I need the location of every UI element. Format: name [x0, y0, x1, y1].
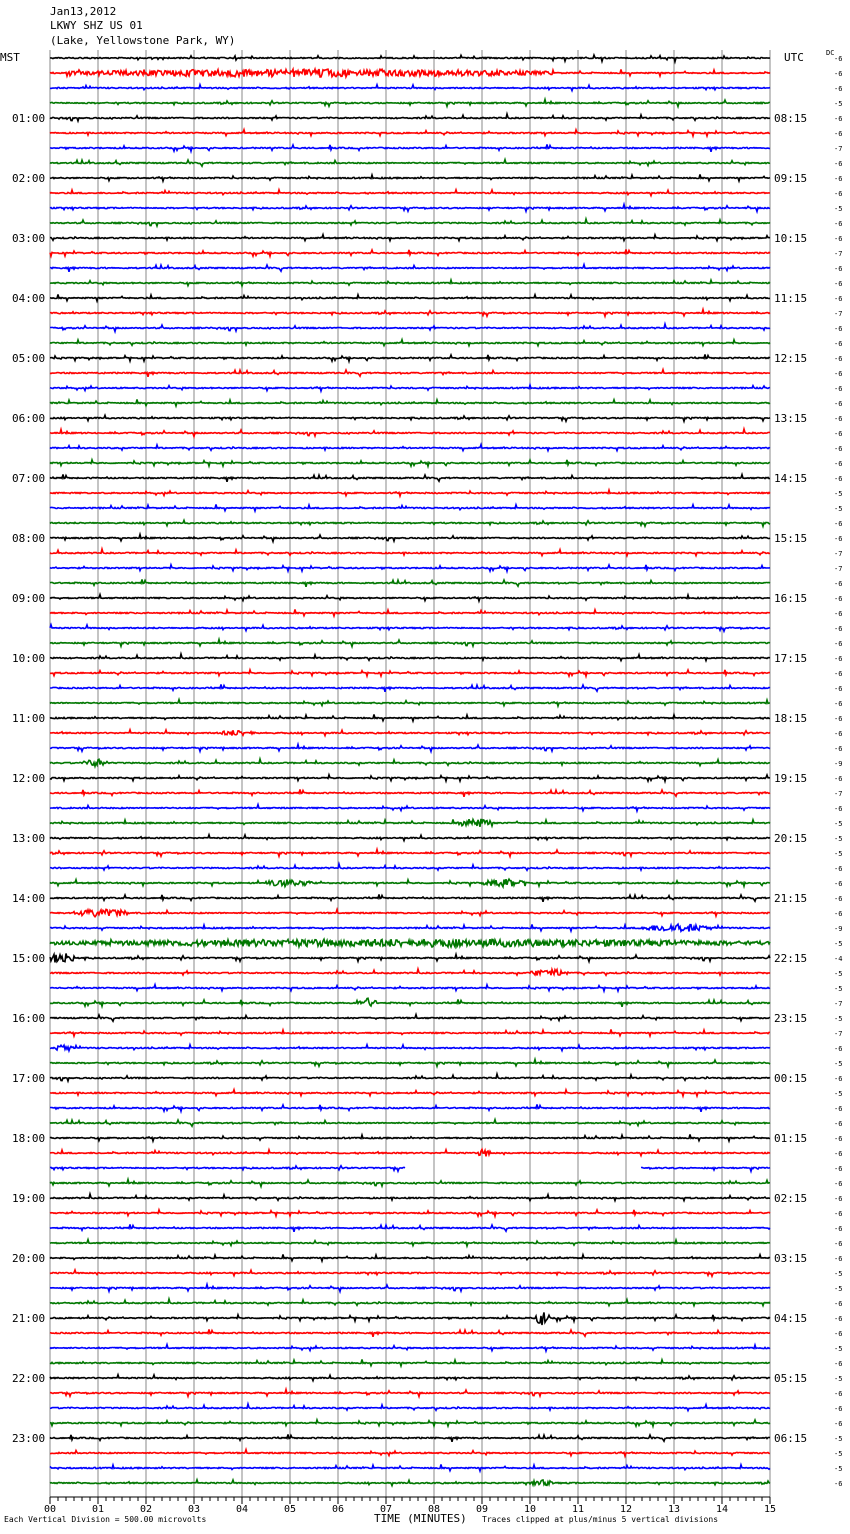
mst-hour-label: 19:00 — [12, 1192, 46, 1205]
utc-hour-label: 01:15 — [774, 1132, 808, 1145]
division-label: -6 — [834, 235, 843, 243]
division-label: -7 — [834, 1030, 843, 1038]
division-label: -5 — [834, 835, 843, 843]
x-tick-label: 11 — [571, 1504, 585, 1515]
seismic-trace — [50, 1015, 770, 1022]
seismic-trace — [50, 969, 770, 975]
seismic-trace — [50, 579, 770, 586]
station-location: (Lake, Yellowstone Park, WY) — [50, 34, 236, 47]
seismic-trace — [50, 340, 770, 346]
seismic-trace — [50, 1404, 770, 1411]
division-label: -6 — [834, 415, 843, 423]
seismic-trace — [50, 1299, 770, 1306]
division-label: -6 — [834, 1255, 843, 1263]
division-label: -6 — [834, 1165, 843, 1173]
seismic-trace — [50, 1090, 770, 1096]
x-tick-label: 13 — [667, 1504, 681, 1515]
mst-hour-label: 16:00 — [12, 1012, 46, 1025]
division-label: -5 — [834, 1270, 843, 1278]
mst-hour-label: 02:00 — [12, 172, 46, 185]
division-label: -5 — [834, 1060, 843, 1068]
seismic-trace — [50, 1120, 770, 1127]
division-label: -6 — [834, 85, 843, 93]
division-label: -6 — [834, 595, 843, 603]
mst-hour-label: 13:00 — [12, 832, 46, 845]
x-tick-label: 04 — [235, 1504, 249, 1515]
mst-hour-label: 11:00 — [12, 712, 46, 725]
division-label: -6 — [834, 640, 843, 648]
seismic-trace — [50, 1104, 770, 1111]
seismic-trace — [50, 1254, 770, 1261]
seismic-trace — [50, 1420, 770, 1426]
seismic-trace — [50, 1270, 770, 1276]
utc-hour-label: 04:15 — [774, 1312, 808, 1325]
division-label: -6 — [834, 1120, 843, 1128]
seismic-trace — [50, 700, 770, 706]
seismic-trace — [50, 549, 770, 556]
seismic-trace — [50, 998, 770, 1007]
division-label: -5 — [834, 940, 843, 948]
seismic-trace — [50, 1224, 770, 1231]
division-label: -6 — [834, 295, 843, 303]
division-label: -5 — [834, 490, 843, 498]
seismic-trace — [50, 174, 770, 181]
division-label: -7 — [834, 1000, 843, 1008]
seismic-trace — [50, 280, 770, 286]
utc-hour-label: 22:15 — [774, 952, 808, 965]
dc-label: DC — [826, 49, 835, 57]
utc-hour-label: 03:15 — [774, 1252, 808, 1265]
seismic-trace — [50, 460, 770, 466]
seismic-trace — [50, 219, 770, 226]
division-label: -5 — [834, 1375, 843, 1383]
x-axis-title: TIME (MINUTES) — [374, 1512, 467, 1525]
division-label: -6 — [834, 1150, 843, 1158]
division-label: -6 — [834, 535, 843, 543]
division-label: -6 — [834, 1075, 843, 1083]
seismic-trace — [50, 85, 770, 91]
division-label: -6 — [834, 190, 843, 198]
seismic-trace — [50, 55, 770, 62]
seismic-trace — [50, 1312, 770, 1325]
station-code: LKWY SHZ US 01 — [50, 19, 143, 32]
division-label: -6 — [834, 430, 843, 438]
mst-hour-label: 09:00 — [12, 592, 46, 605]
utc-hour-label: 10:15 — [774, 232, 808, 245]
division-label: -9 — [834, 760, 843, 768]
seismic-trace — [50, 684, 770, 691]
division-label: -6 — [834, 265, 843, 273]
division-label: -6 — [834, 1180, 843, 1188]
seismic-trace — [50, 1240, 770, 1246]
x-tick-label: 06 — [331, 1504, 345, 1515]
mst-hour-label: 18:00 — [12, 1132, 46, 1145]
x-tick-label: 08 — [427, 1504, 441, 1515]
seismic-trace — [50, 1450, 770, 1456]
division-label: -6 — [834, 700, 843, 708]
division-label: -5 — [834, 820, 843, 828]
seismic-trace — [50, 130, 770, 136]
seismic-trace — [50, 909, 770, 916]
station-date: Jan13,2012 — [50, 5, 117, 18]
utc-hour-label: 16:15 — [774, 592, 808, 605]
mst-hour-label: 10:00 — [12, 652, 46, 665]
division-label: -6 — [834, 580, 843, 588]
mst-hour-label: 08:00 — [12, 532, 46, 545]
seismic-trace — [50, 429, 770, 436]
mst-hour-label: 15:00 — [12, 952, 46, 965]
seismic-trace — [50, 1060, 770, 1067]
seismic-trace — [50, 864, 770, 870]
division-label: -6 — [834, 55, 843, 63]
utc-hour-label: 21:15 — [774, 892, 808, 905]
division-label: -5 — [834, 1285, 843, 1293]
division-label: -6 — [834, 670, 843, 678]
division-label: -5 — [834, 1450, 843, 1458]
mst-hour-label: 17:00 — [12, 1072, 46, 1085]
seismic-trace — [50, 924, 770, 931]
utc-hour-label: 00:15 — [774, 1072, 808, 1085]
division-label: -6 — [834, 445, 843, 453]
seismic-trace — [50, 504, 770, 511]
division-label: -5 — [834, 985, 843, 993]
division-label: -5 — [834, 505, 843, 513]
seismic-trace — [50, 535, 770, 542]
x-tick-label: 00 — [43, 1504, 57, 1515]
division-label: -6 — [834, 655, 843, 663]
seismic-trace — [50, 625, 770, 631]
mst-hour-label: 20:00 — [12, 1252, 46, 1265]
seismic-trace — [50, 595, 770, 601]
division-label: -6 — [834, 805, 843, 813]
utc-hour-label: 12:15 — [774, 352, 808, 365]
seismic-trace — [50, 1180, 770, 1187]
division-label: -5 — [834, 1345, 843, 1353]
utc-hour-label: 23:15 — [774, 1012, 808, 1025]
division-label: -6 — [834, 370, 843, 378]
utc-hour-label: 06:15 — [774, 1432, 808, 1445]
division-label: -6 — [834, 1330, 843, 1338]
division-label: -6 — [834, 880, 843, 888]
division-label: -6 — [834, 910, 843, 918]
seismic-trace — [50, 415, 770, 421]
utc-hour-label: 19:15 — [774, 772, 808, 785]
seismic-trace — [50, 1359, 770, 1366]
mst-hour-label: 12:00 — [12, 772, 46, 785]
division-label: -6 — [834, 400, 843, 408]
seismic-trace — [50, 1434, 770, 1441]
division-label: -6 — [834, 385, 843, 393]
division-label: -6 — [834, 1195, 843, 1203]
division-label: -6 — [834, 1240, 843, 1248]
division-label: -5 — [834, 1090, 843, 1098]
seismic-trace — [50, 1210, 770, 1216]
division-label: -9 — [834, 925, 843, 933]
x-tick-label: 09 — [475, 1504, 489, 1515]
seismic-trace — [50, 819, 770, 827]
division-label: -6 — [834, 1045, 843, 1053]
utc-hour-label: 15:15 — [774, 532, 808, 545]
division-label: -6 — [834, 1315, 843, 1323]
mst-hour-label: 01:00 — [12, 112, 46, 125]
timezone-right-label: UTC — [784, 51, 804, 64]
seismic-trace — [50, 265, 770, 272]
seismic-trace — [50, 114, 770, 121]
division-label: -6 — [834, 220, 843, 228]
seismic-trace — [50, 1480, 770, 1486]
seismic-trace — [50, 805, 770, 811]
seismic-trace — [50, 775, 770, 781]
seismic-trace — [50, 100, 770, 107]
seismic-trace — [50, 160, 770, 167]
seismic-trace — [50, 249, 770, 256]
division-label: -7 — [834, 145, 843, 153]
x-tick-label: 03 — [187, 1504, 201, 1515]
division-label: -6 — [834, 1210, 843, 1218]
division-label: -7 — [834, 565, 843, 573]
seismic-trace — [50, 354, 770, 361]
seismic-trace — [50, 474, 770, 481]
seismic-trace — [50, 399, 770, 406]
seismic-trace — [50, 1045, 770, 1051]
seismic-trace — [50, 939, 770, 947]
division-label: -6 — [834, 1300, 843, 1308]
division-label: -6 — [834, 175, 843, 183]
division-label: -6 — [834, 1405, 843, 1413]
seismic-trace — [50, 714, 770, 721]
division-label: -6 — [834, 1225, 843, 1233]
seismic-traces — [50, 55, 770, 1486]
seismic-trace — [50, 1464, 770, 1471]
seismic-trace — [50, 490, 770, 496]
division-label: -6 — [834, 730, 843, 738]
mst-hour-label: 03:00 — [12, 232, 46, 245]
division-label: -7 — [834, 790, 843, 798]
division-label: -5 — [834, 970, 843, 978]
mst-hour-label: 21:00 — [12, 1312, 46, 1325]
mst-hour-label: 14:00 — [12, 892, 46, 905]
x-tick-label: 02 — [139, 1504, 153, 1515]
division-label: -6 — [834, 1420, 843, 1428]
seismic-trace — [50, 789, 770, 796]
division-label: -6 — [834, 775, 843, 783]
division-label: -6 — [834, 130, 843, 138]
division-label: -7 — [834, 550, 843, 558]
seismic-trace — [50, 879, 770, 887]
seismic-trace — [50, 294, 770, 301]
utc-hour-label: 02:15 — [774, 1192, 808, 1205]
seismic-trace — [50, 1166, 770, 1172]
division-label: -6 — [834, 1390, 843, 1398]
seismic-trace — [50, 370, 770, 377]
division-label: -6 — [834, 70, 843, 78]
seismic-trace — [50, 894, 770, 901]
division-label: -6 — [834, 460, 843, 468]
seismic-trace — [50, 235, 770, 241]
clip-note: Traces clipped at plus/minus 5 vertical divisions — [482, 1515, 719, 1524]
division-label: -5 — [834, 850, 843, 858]
seismic-trace — [50, 205, 770, 212]
division-labels — [834, 55, 842, 1488]
seismic-trace — [50, 609, 770, 616]
division-label: -6 — [834, 1105, 843, 1113]
seismic-trace — [50, 1375, 770, 1381]
division-label: -4 — [834, 955, 843, 963]
seismic-trace — [50, 1134, 770, 1141]
seismic-trace — [50, 69, 770, 77]
division-label: -6 — [834, 1135, 843, 1143]
division-label: -5 — [834, 1465, 843, 1473]
utc-hour-label: 05:15 — [774, 1372, 808, 1385]
seismic-trace — [50, 1285, 770, 1292]
seismic-trace — [50, 385, 770, 391]
division-label: -5 — [834, 1435, 843, 1443]
utc-hour-label: 11:15 — [774, 292, 808, 305]
x-tick-label: 14 — [715, 1504, 729, 1515]
seismic-trace — [50, 759, 770, 766]
utc-hour-label: 20:15 — [774, 832, 808, 845]
seismic-trace — [50, 565, 770, 571]
seismic-trace — [50, 730, 770, 736]
division-label: -5 — [834, 205, 843, 213]
seismic-trace — [50, 1029, 770, 1036]
division-label: -6 — [834, 325, 843, 333]
division-label: -6 — [834, 1360, 843, 1368]
x-tick-label: 12 — [619, 1504, 633, 1515]
seismic-trace — [50, 985, 770, 991]
seismic-trace — [50, 1329, 770, 1336]
mst-hour-label: 23:00 — [12, 1432, 46, 1445]
seismic-trace — [50, 745, 770, 752]
division-label: -6 — [834, 715, 843, 723]
seismic-trace — [50, 1345, 770, 1351]
x-tick-label: 05 — [283, 1504, 297, 1515]
utc-hour-label: 14:15 — [774, 472, 808, 485]
vertical-division-note: Each Vertical Division = 500.00 microvolts — [4, 1515, 207, 1524]
x-tick-label: 15 — [763, 1504, 777, 1515]
x-tick-label: 01 — [91, 1504, 105, 1515]
x-tick-label: 07 — [379, 1504, 393, 1515]
division-label: -7 — [834, 310, 843, 318]
seismic-trace — [50, 640, 770, 647]
division-label: -6 — [834, 895, 843, 903]
seismic-trace — [50, 1149, 770, 1156]
mst-hour-label: 07:00 — [12, 472, 46, 485]
division-label: -6 — [834, 160, 843, 168]
seismic-trace — [50, 1390, 770, 1397]
division-label: -5 — [834, 100, 843, 108]
seismic-trace — [50, 850, 770, 857]
seismic-trace — [50, 324, 770, 331]
utc-hour-label: 09:15 — [774, 172, 808, 185]
utc-hour-labels — [774, 112, 807, 1445]
seismic-trace — [50, 835, 770, 841]
seismic-trace — [50, 310, 770, 317]
division-label: -6 — [834, 520, 843, 528]
timezone-left-label: MST — [0, 51, 20, 64]
seismic-trace — [50, 520, 770, 526]
division-label: -6 — [834, 745, 843, 753]
mst-hour-label: 22:00 — [12, 1372, 46, 1385]
mst-hour-label: 05:00 — [12, 352, 46, 365]
seismic-trace — [50, 190, 770, 196]
seismic-trace — [50, 954, 770, 963]
mst-hour-label: 04:00 — [12, 292, 46, 305]
mst-hour-label: 06:00 — [12, 412, 46, 425]
utc-hour-label: 17:15 — [774, 652, 808, 665]
division-label: -5 — [834, 1015, 843, 1023]
seismic-trace — [50, 654, 770, 661]
utc-hour-label: 18:15 — [774, 712, 808, 725]
utc-hour-label: 08:15 — [774, 112, 808, 125]
division-label: -6 — [834, 1480, 843, 1488]
division-label: -7 — [834, 250, 843, 258]
division-label: -6 — [834, 280, 843, 288]
division-label: -6 — [834, 865, 843, 873]
division-label: -6 — [834, 610, 843, 618]
division-label: -6 — [834, 115, 843, 123]
seismic-trace — [50, 445, 770, 451]
division-label: -6 — [834, 355, 843, 363]
division-label: -6 — [834, 685, 843, 693]
division-label: -6 — [834, 625, 843, 633]
division-label: -6 — [834, 340, 843, 348]
seismic-trace — [50, 1194, 770, 1201]
utc-hour-label: 13:15 — [774, 412, 808, 425]
seismic-trace — [50, 670, 770, 676]
x-tick-label: 10 — [523, 1504, 537, 1515]
seismic-trace — [50, 1074, 770, 1081]
division-label: -6 — [834, 475, 843, 483]
seismic-trace — [50, 144, 770, 151]
mst-hour-labels — [12, 112, 45, 1445]
